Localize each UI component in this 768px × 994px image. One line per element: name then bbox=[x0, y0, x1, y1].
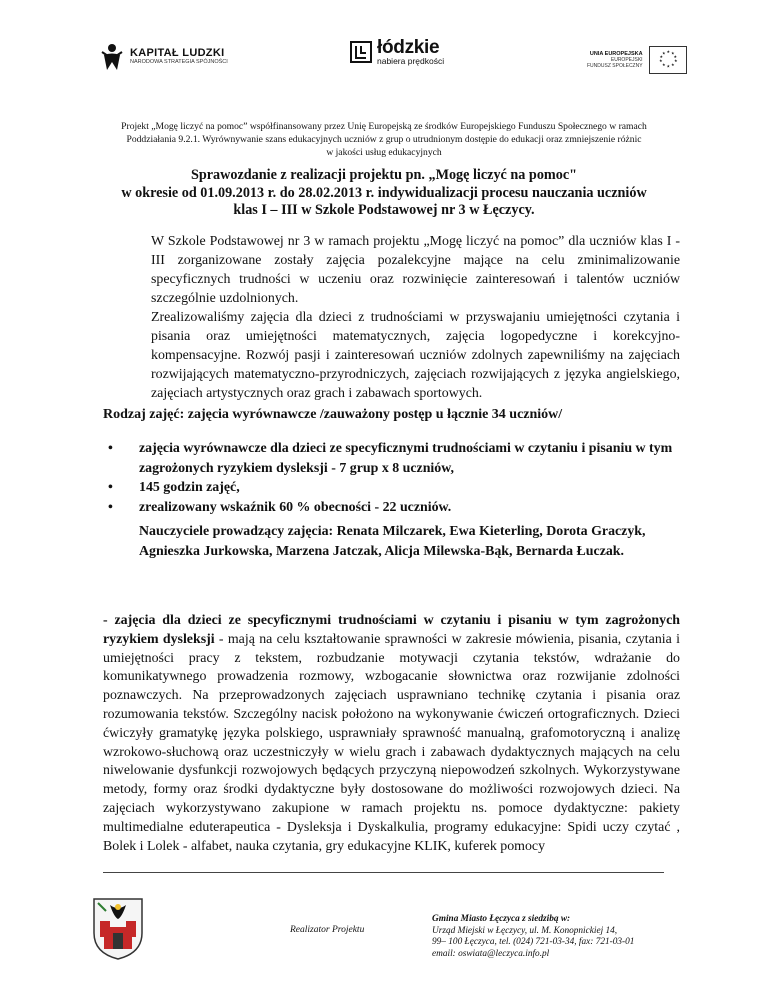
footer-line: 99– 100 Łęczyca, tel. (024) 721-03-34, fax: 721-03-01 bbox=[432, 937, 635, 948]
list-item bbox=[103, 478, 680, 498]
title-line: w okresie od 01.09.2013 r. do 28.02.2013 r. indywidualizacji procesu nauczania uczniów bbox=[121, 184, 647, 201]
kapital-ludzki-emblem-icon bbox=[100, 42, 124, 72]
svg-text:★: ★ bbox=[673, 54, 677, 59]
list-item bbox=[103, 439, 680, 478]
kapital-ludzki-logo bbox=[100, 42, 228, 72]
header-note-line: Poddziałania 9.2.1. Wyrównywanie szans edukacyjnych uczniów z grup o utrudnionym dostępie do edukacji oraz zmniejszenie różnic bbox=[126, 134, 642, 145]
svg-text:★: ★ bbox=[661, 50, 666, 56]
kapital-ludzki-subtitle: NARODOWA STRATEGIA SPÓJNOŚCI bbox=[130, 58, 228, 65]
title-line: klas I – III w Szkole Podstawowej nr 3 w Łęczycy. bbox=[233, 202, 535, 218]
section-heading: Rodzaj zajęć: zajęcia wyrównawcze /zauważony postęp u łącznie 34 uczniów/ bbox=[103, 407, 563, 422]
kapital-ludzki-title: KAPITAŁ LUDZKI bbox=[130, 47, 225, 60]
eu-title: UNIA EUROPEJSKA bbox=[589, 50, 643, 57]
svg-text:★: ★ bbox=[666, 49, 670, 54]
intro-paragraph: W Szkole Podstawowej nr 3 w ramach projektu „Mogę liczyć na pomoc” dla uczniów klas I - III zorganizowane zostały zajęcia pozalekcyjne mające na celu zminimalizowanie specyficznych trudności w uczeniu oraz rozwinięcie zainteresowań i talentów uczniów szczególnie uzdolnionych. bbox=[151, 234, 680, 306]
svg-text:★: ★ bbox=[673, 58, 678, 63]
activity-list bbox=[103, 439, 680, 517]
project-header-note bbox=[80, 120, 688, 159]
activity-description bbox=[103, 612, 680, 856]
svg-text:★: ★ bbox=[658, 58, 663, 63]
svg-text:★: ★ bbox=[670, 50, 675, 56]
bullet-icon: • bbox=[108, 499, 113, 515]
footer-address bbox=[432, 914, 634, 960]
list-item bbox=[103, 498, 680, 518]
list-item-text: zajęcia wyrównawcze dla dzieci ze specyficznymi trudnościami w czytaniu i pisaniu w tym zagrożonych ryzykiem dysleksji - 7 grup x 8 uczniów, bbox=[139, 441, 673, 476]
intro-paragraph: Zrealizowaliśmy zajęcia dla dzieci z trudnościami w przyswajaniu umiejętności czytania i pisania oraz umiejętności matematycznych, zajęcia logopedyczne i korekcyjno-kompensacyjne. Rozwój pasji i zainteresowań uczniów zdolnych zapewniliśmy na zajęciach rozwijających matematyczno-przyrodniczych, zajęciach rozwijających z języka angielskiego, zajęciach artystycznych oraz grach i zabawach sportowych. bbox=[151, 310, 680, 401]
svg-text:★: ★ bbox=[670, 62, 675, 67]
intro-section bbox=[103, 232, 680, 403]
report-title bbox=[60, 167, 708, 220]
header-note-line: Projekt „Mogę liczyć na pomoc” współfinansowany przez Unię Europejską ze środków Europejskiego Funduszu Społecznego w ramach bbox=[121, 121, 647, 132]
coat-of-arms-icon bbox=[92, 897, 144, 961]
list-item-text: zrealizowany wskaźnik 60 % obecności - 22 uczniów. bbox=[139, 499, 452, 515]
bullet-icon: • bbox=[108, 441, 113, 456]
footer-divider bbox=[103, 872, 664, 873]
activity-description-text: - mają na celu kształtowanie sprawności w zakresie mówienia, pisania, czytania i umiejętności pracy z tekstem, rozbudzanie motywacji czytania tekstów, wdrażanie do komunikatywnego prowadzenia rozmowy, wzbogacanie słownictwa oraz rozwijanie zdolności poznawczych. Na przeprowadzonych zajęciach usprawniano technikę czytania i pisania oraz rozumowania tekstów. Szczególny nacisk położono na wykonywanie ćwiczeń ortograficznych. Dzieci ćwiczyły gramatykę języka polskiego, usprawniały sprawność manualną, grafomotoryczną i analizę wzrokowo-słuchową oraz uczestniczyły w wielu grach i zabawach dydaktycznych mających na celu niwelowanie dysfunkcji rozwojowych będących przyczyną niepowodzeń szkolnych. Wykorzystywane metody, formy oraz środki dydaktyczne były dostosowane do możliwości rozwojowych dzieci. Na zajęciach wykorzystywano zakupione w ramach projektu ns. pomoce dydaktyczne: pakiety multimedialne eduterapeutica - Dysleksja i Dyskalkulia, programy edukacyjne: Spidi uczy czytać , Bolek i Lolek - alfabet, nauka czytania, gry edukacyjne KLIK, kuferek pomocy bbox=[103, 631, 680, 854]
lodzkie-emblem-icon bbox=[350, 41, 372, 63]
header-note-line: w jakości usług edukacyjnych bbox=[326, 147, 442, 158]
eu-line3: FUNDUSZ SPOŁECZNY bbox=[587, 63, 643, 70]
bullet-icon: • bbox=[108, 480, 113, 495]
activity-description-lead: - zajęcia dla dzieci ze specyficznymi trudnościami w czytaniu i pisaniu w tym zagrożonych ryzykiem dysleksji bbox=[103, 613, 680, 647]
footer-realizator: Realizator Projektu bbox=[290, 925, 365, 935]
eu-flag-icon bbox=[649, 46, 687, 74]
eu-line2: EUROPEJSKI bbox=[610, 57, 643, 64]
svg-text:★: ★ bbox=[659, 54, 663, 59]
lodzkie-logo bbox=[350, 38, 444, 66]
eu-logo bbox=[587, 46, 687, 74]
svg-text:★: ★ bbox=[661, 62, 666, 67]
lodzkie-title: łódzkie bbox=[377, 37, 440, 58]
footer-email: email: oswiata@leczyca.info.pl bbox=[432, 948, 550, 959]
svg-text:★: ★ bbox=[666, 63, 670, 69]
list-item-text: 145 godzin zajęć, bbox=[139, 480, 240, 495]
title-line: Sprawozdanie z realizacji projektu pn. „Mogę liczyć na pomoc" bbox=[190, 167, 578, 183]
teachers-list: Nauczyciele prowadzący zajęcia: Renata Milczarek, Ewa Kieterling, Dorota Graczyk, Agnieszka Jurkowska, Marzena Jatczak, Alicja Milewska-Bąk, Bernarda Łuczak. bbox=[139, 524, 646, 559]
footer-line: Urząd Miejski w Łęczycy, ul. M. Konopnickiej 14, bbox=[432, 925, 618, 936]
footer-line: Gmina Miasto Łęczyca z siedzibą w: bbox=[432, 914, 571, 924]
logo-bar bbox=[0, 38, 768, 88]
lodzkie-subtitle: nabiera prędkości bbox=[377, 56, 445, 66]
